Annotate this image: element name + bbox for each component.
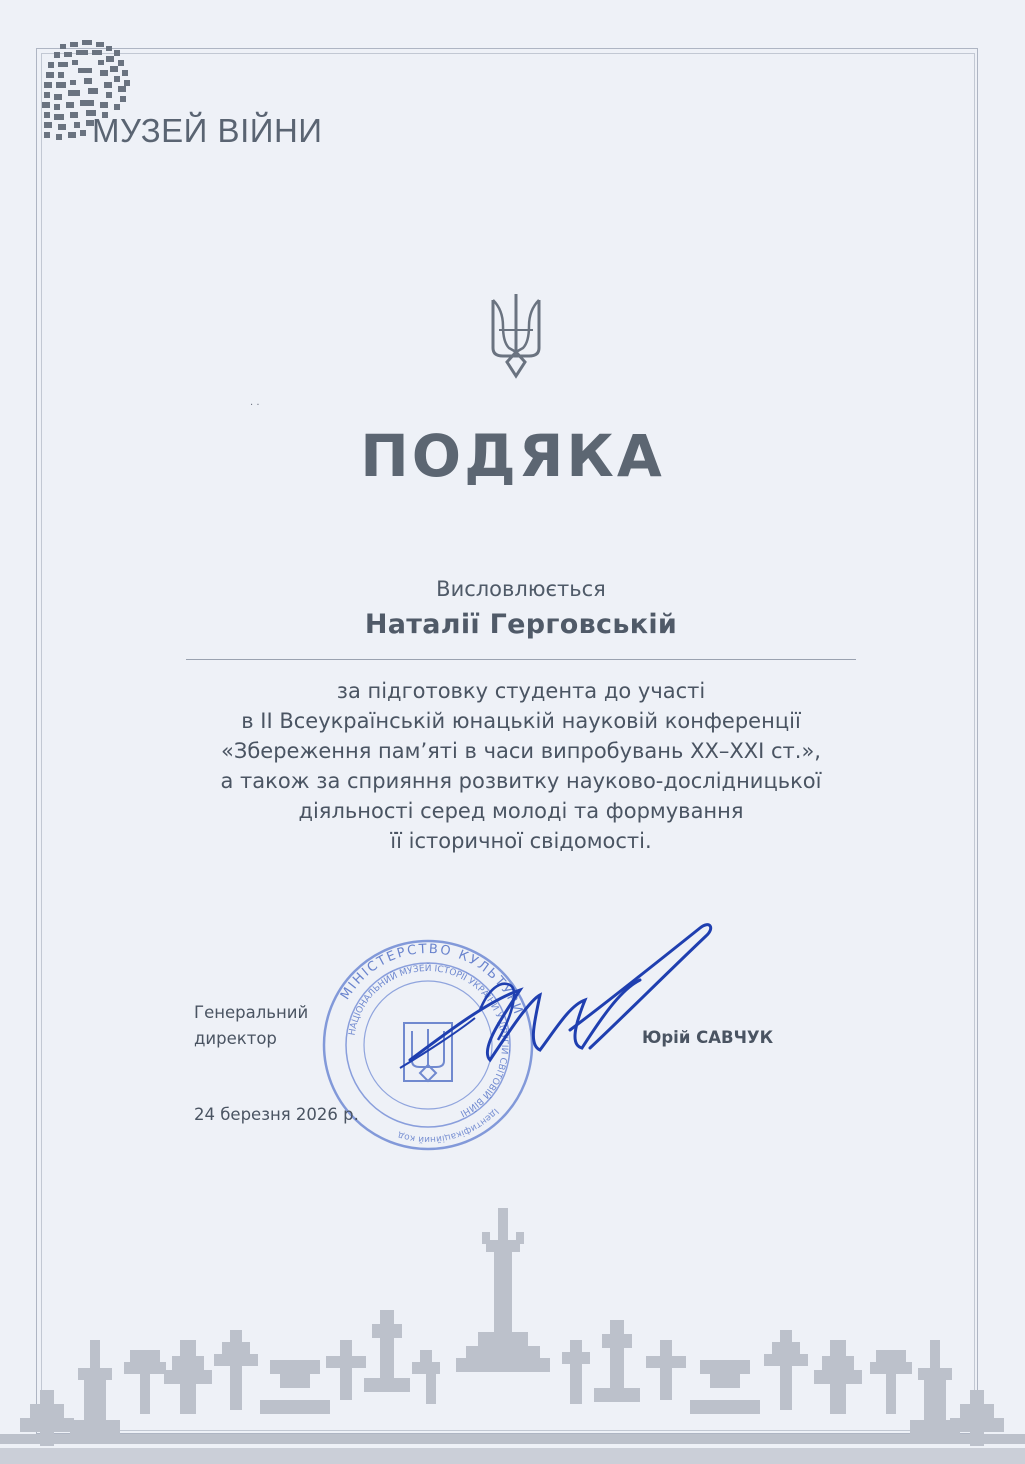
issue-date: 24 березня 2026 р. xyxy=(194,1105,359,1124)
stamp-text-top: МІНІСТЕРСТВО КУЛЬТУРИ xyxy=(337,941,526,1018)
signatory-position-line: Генеральний xyxy=(194,1003,309,1022)
certificate-title: ПОДЯКА xyxy=(360,422,665,490)
expressed-label: Висловлюється xyxy=(436,577,606,601)
reason-line: її історичної свідомості. xyxy=(390,829,652,853)
reason-line: в ІІ Всеукраїнській юнацькій науковій конференції xyxy=(241,709,801,733)
reason-line: а також за сприяння розвитку науково-дослідницької xyxy=(220,769,822,793)
award-reason xyxy=(0,676,1025,856)
dust-speck: · · xyxy=(250,400,260,411)
stamp-text-ring: НАЦІОНАЛЬНИЙ МУЗЕЙ ІСТОРІЇ УКРАЇНИ У ДРУГІЙ СВІТОВІЙ ВІЙНІ xyxy=(347,963,510,1119)
reason-line: за підготовку студента до участі xyxy=(336,679,706,703)
signatory-name: Юрій САВЧУК xyxy=(642,1028,774,1047)
handwritten-signature xyxy=(370,910,730,1100)
logo-text: МУЗЕЙ ВІЙНИ xyxy=(92,112,323,149)
divider-line xyxy=(186,659,856,660)
reason-line: «Збереження пам’яті в часи випробувань ХХ–ХХІ ст.», xyxy=(221,739,821,763)
recipient-name: Наталії Герговській xyxy=(364,609,678,640)
museum-logo xyxy=(40,40,340,150)
reason-line: діяльності серед молоді та формування xyxy=(298,799,744,823)
stamp-text-bottom: Ідентифікаційний код xyxy=(396,1105,501,1145)
signatory-position xyxy=(194,1000,308,1052)
signatory-position-line: директор xyxy=(194,1029,277,1048)
embroidery-ornament xyxy=(0,1190,1025,1464)
trident-icon xyxy=(489,290,543,380)
